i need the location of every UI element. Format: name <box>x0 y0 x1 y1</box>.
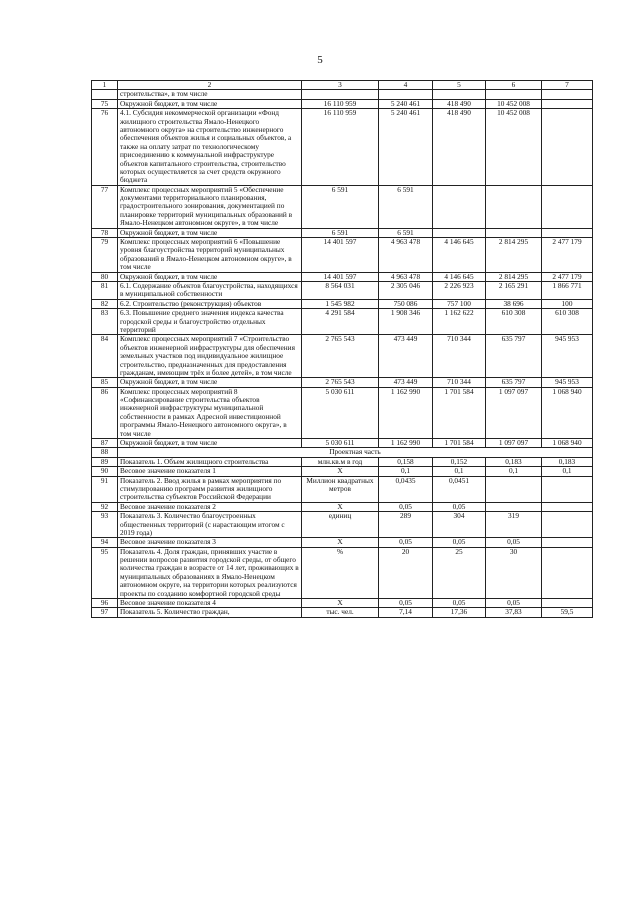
row-value: 945 953 <box>542 335 593 378</box>
row-value: 418 490 <box>433 99 486 108</box>
row-description: Весовое значение показателя 3 <box>118 538 302 547</box>
row-value: единиц <box>302 512 379 538</box>
row-value: 319 <box>486 512 542 538</box>
row-value: 10 452 008 <box>486 99 542 108</box>
row-value: 0,05 <box>379 538 433 547</box>
row-value <box>542 228 593 237</box>
row-value: 0,1 <box>542 467 593 476</box>
row-description: 6.1. Содержание объектов благоустройства, находящихся в муниципальной собственности <box>118 281 302 299</box>
row-value: 59,5 <box>542 608 593 617</box>
row-value: 0,1 <box>486 467 542 476</box>
row-value: 635 797 <box>486 335 542 378</box>
row-value: 2 477 179 <box>542 272 593 281</box>
row-value <box>542 599 593 608</box>
row-value: 1 068 940 <box>542 387 593 438</box>
budget-table <box>91 80 593 618</box>
row-value: 16 110 959 <box>302 99 379 108</box>
row-description: Комплекс процессных мероприятий 6 «Повышение уровня благоустройства территорий муниципальных образований в Ямало-Ненецком автономном округе», в том числе <box>118 238 302 273</box>
row-value: 8 564 031 <box>302 281 379 299</box>
row-number: 96 <box>92 599 118 608</box>
row-value: 6 591 <box>379 185 433 228</box>
row-value: 1 701 584 <box>433 387 486 438</box>
row-description: 6.3. Повышение среднего значения индекса качества городской среды и благоустройство отдельных территорий <box>118 309 302 335</box>
row-value: 0,0451 <box>433 476 486 502</box>
row-value: 14 401 597 <box>302 238 379 273</box>
row-value <box>433 185 486 228</box>
row-value: 2 765 543 <box>302 378 379 387</box>
row-value <box>486 476 542 502</box>
row-value: 0,158 <box>379 457 433 466</box>
row-description: Показатель 5. Количество граждан, <box>118 608 302 617</box>
row-value: 1 866 771 <box>542 281 593 299</box>
row-description: Весовое значение показателя 1 <box>118 467 302 476</box>
row-description: Окружной бюджет, в том числе <box>118 99 302 108</box>
row-value: 0,183 <box>486 457 542 466</box>
row-value: 6 591 <box>302 185 379 228</box>
row-value: 2 477 179 <box>542 238 593 273</box>
column-number-row <box>92 81 593 90</box>
row-value: 38 696 <box>486 299 542 308</box>
row-number: 97 <box>92 608 118 617</box>
row-value: 0,0435 <box>379 476 433 502</box>
row-value: 710 344 <box>433 378 486 387</box>
row-value: 4 146 645 <box>433 238 486 273</box>
row-value: 17,36 <box>433 608 486 617</box>
column-number: 2 <box>118 81 302 90</box>
row-value: 1 097 097 <box>486 439 542 448</box>
row-value: 25 <box>433 547 486 598</box>
row-value: 2 765 543 <box>302 335 379 378</box>
row-description: 4.1. Субсидия некоммерческой организации «Фонд жилищного строительства Ямало-Ненецкого автономного округа» на строительство инженерного обеспечения объектов жилья и социальных объектов, а также на оплату затрат по технологическому присоединению к коммунальной инфраструктуре объектов капитального строительства, строительство которых осуществляется за счет средств окружного бюджета <box>118 109 302 186</box>
column-number: 4 <box>379 81 433 90</box>
row-value: X <box>302 467 379 476</box>
table-row <box>92 608 593 617</box>
row-number: 77 <box>92 185 118 228</box>
row-value: 7,14 <box>379 608 433 617</box>
row-value: млн.кв.м в год <box>302 457 379 466</box>
row-value: 1 162 990 <box>379 439 433 448</box>
row-value: 14 401 597 <box>302 272 379 281</box>
row-value: 100 <box>542 299 593 308</box>
row-value: 2 814 295 <box>486 238 542 273</box>
row-value: 610 308 <box>486 309 542 335</box>
row-value: 2 814 295 <box>486 272 542 281</box>
row-value: 1 068 940 <box>542 439 593 448</box>
row-value: 0,183 <box>542 457 593 466</box>
row-value: 473 449 <box>379 335 433 378</box>
row-value: 0,1 <box>433 467 486 476</box>
row-value: 757 100 <box>433 299 486 308</box>
row-value: 5 030 611 <box>302 439 379 448</box>
row-value: 750 086 <box>379 299 433 308</box>
row-value <box>542 99 593 108</box>
row-number: 93 <box>92 512 118 538</box>
table-row <box>92 299 593 308</box>
row-value <box>542 476 593 502</box>
row-description: Окружной бюджет, в том числе <box>118 378 302 387</box>
table-row <box>92 228 593 237</box>
row-value: 5 030 611 <box>302 387 379 438</box>
row-value: 0,05 <box>433 599 486 608</box>
row-number: 80 <box>92 272 118 281</box>
row-number: 86 <box>92 387 118 438</box>
row-number: 83 <box>92 309 118 335</box>
table-row <box>92 109 593 186</box>
table-row <box>92 476 593 502</box>
column-number: 7 <box>542 81 593 90</box>
row-value <box>379 90 433 99</box>
row-description: Показатель 2. Ввод жилья в рамках мероприятия по стимулированию программ развития жилищного строительства субъектов Российской Федерации <box>118 476 302 502</box>
row-value: Миллион квадратных метров <box>302 476 379 502</box>
row-value: X <box>302 599 379 608</box>
row-value <box>542 538 593 547</box>
row-number: 89 <box>92 457 118 466</box>
table-row <box>92 512 593 538</box>
row-value: 0,05 <box>379 599 433 608</box>
row-value: 635 797 <box>486 378 542 387</box>
row-number: 84 <box>92 335 118 378</box>
row-value: 0,05 <box>433 538 486 547</box>
row-value: 2 226 923 <box>433 281 486 299</box>
row-description: Комплекс процессных мероприятий 8 «Софинансирование строительства объектов инженерной инфраструктуры муниципальной собственности в рамках Адресной инвестиционной программы Ямало-Ненецкого автономного округа», в том числе <box>118 387 302 438</box>
row-value: 1 908 346 <box>379 309 433 335</box>
column-number: 6 <box>486 81 542 90</box>
row-value: 0,05 <box>486 538 542 547</box>
row-description: Показатель 1. Объем жилищного строительства <box>118 457 302 466</box>
row-value: 0,152 <box>433 457 486 466</box>
page-number: 5 <box>317 54 323 66</box>
row-value: 710 344 <box>433 335 486 378</box>
row-number: 90 <box>92 467 118 476</box>
row-value <box>542 185 593 228</box>
table-row <box>92 378 593 387</box>
row-value: 1 545 982 <box>302 299 379 308</box>
row-number: 81 <box>92 281 118 299</box>
row-value: 610 308 <box>542 309 593 335</box>
row-value: 37,83 <box>486 608 542 617</box>
table-row <box>92 599 593 608</box>
row-number: 91 <box>92 476 118 502</box>
table-row <box>92 281 593 299</box>
row-value: 5 240 461 <box>379 99 433 108</box>
row-number: 95 <box>92 547 118 598</box>
row-value: 1 097 097 <box>486 387 542 438</box>
row-value: % <box>302 547 379 598</box>
row-value: 473 449 <box>379 378 433 387</box>
row-value: 6 591 <box>302 228 379 237</box>
row-value: 304 <box>433 512 486 538</box>
column-number: 3 <box>302 81 379 90</box>
table-row <box>92 335 593 378</box>
table-row <box>92 387 593 438</box>
table-row <box>92 448 593 457</box>
table-row <box>92 538 593 547</box>
row-value: 16 110 959 <box>302 109 379 186</box>
row-number: 92 <box>92 502 118 511</box>
table-row <box>92 99 593 108</box>
row-value: 0,1 <box>379 467 433 476</box>
row-value: X <box>302 538 379 547</box>
table-body <box>92 81 593 618</box>
row-value: 1 162 990 <box>379 387 433 438</box>
column-number: 5 <box>433 81 486 90</box>
row-value: 4 146 645 <box>433 272 486 281</box>
row-value: 0,05 <box>379 502 433 511</box>
table-row <box>92 185 593 228</box>
table-row <box>92 457 593 466</box>
row-description: Комплекс процессных мероприятий 7 «Строительство объектов инженерной инфраструктуры для обеспечения земельных участков под индивидуальное жилищное строительство, предназначенных для предоставления гражданам, имеющим трёх и более детей», в том числе <box>118 335 302 378</box>
row-value: X <box>302 502 379 511</box>
row-value <box>486 502 542 511</box>
row-description: Окружной бюджет, в том числе <box>118 272 302 281</box>
row-description: Показатель 4. Доля граждан, принявших участие в решении вопросов развития городской среды, от общего количества граждан в возрасте от 14 лет, проживающих в муниципальных образованиях в Ямало-Ненецком автономном округе, на территории которых реализуются проекты по созданию комфортной городской среды <box>118 547 302 598</box>
table-row <box>92 309 593 335</box>
row-description: Окружной бюджет, в том числе <box>118 228 302 237</box>
row-value <box>542 512 593 538</box>
table-row <box>92 547 593 598</box>
row-value: 2 165 291 <box>486 281 542 299</box>
table-row <box>92 467 593 476</box>
row-number <box>92 90 118 99</box>
row-description: Весовое значение показателя 4 <box>118 599 302 608</box>
row-description: Комплекс процессных мероприятий 5 «Обеспечение документами территориального планирования, градостроительного зонирования, документацией по планировке территорий муниципальных образований в Ямало-Ненецком автономном округе», в том числе <box>118 185 302 228</box>
row-value: 4 963 478 <box>379 272 433 281</box>
table-row <box>92 272 593 281</box>
row-value: 6 591 <box>379 228 433 237</box>
row-number: 88 <box>92 448 118 457</box>
row-value <box>433 228 486 237</box>
row-number: 78 <box>92 228 118 237</box>
row-value <box>542 547 593 598</box>
row-value: 1 701 584 <box>433 439 486 448</box>
row-value <box>302 90 379 99</box>
row-value: 4 963 478 <box>379 238 433 273</box>
row-number: 87 <box>92 439 118 448</box>
column-number: 1 <box>92 81 118 90</box>
row-number: 94 <box>92 538 118 547</box>
table-row <box>92 439 593 448</box>
row-value: тыс. чел. <box>302 608 379 617</box>
row-value: 4 291 584 <box>302 309 379 335</box>
row-number: 75 <box>92 99 118 108</box>
section-heading: Проектная часть <box>118 448 593 457</box>
row-value <box>433 90 486 99</box>
row-number: 82 <box>92 299 118 308</box>
row-value: 30 <box>486 547 542 598</box>
row-value <box>542 90 593 99</box>
row-value: 289 <box>379 512 433 538</box>
row-value <box>542 502 593 511</box>
row-number: 85 <box>92 378 118 387</box>
row-value: 2 305 046 <box>379 281 433 299</box>
row-value: 10 452 008 <box>486 109 542 186</box>
table-row <box>92 90 593 99</box>
row-number: 76 <box>92 109 118 186</box>
table-row <box>92 238 593 273</box>
row-description: Весовое значение показателя 2 <box>118 502 302 511</box>
row-description: 6.2. Строительство (реконструкция) объектов <box>118 299 302 308</box>
row-value: 20 <box>379 547 433 598</box>
row-value: 945 953 <box>542 378 593 387</box>
row-value: 0,05 <box>486 599 542 608</box>
row-value <box>542 109 593 186</box>
row-value <box>486 90 542 99</box>
row-value <box>486 228 542 237</box>
row-description: строительства», в том числе <box>118 90 302 99</box>
table-row <box>92 502 593 511</box>
row-value: 0,05 <box>433 502 486 511</box>
row-value: 1 162 622 <box>433 309 486 335</box>
row-value <box>486 185 542 228</box>
row-value: 418 490 <box>433 109 486 186</box>
row-value: 5 240 461 <box>379 109 433 186</box>
row-number: 79 <box>92 238 118 273</box>
row-description: Показатель 3. Количество благоустроенных общественных территорий (с нарастающим итогом с 2019 года) <box>118 512 302 538</box>
row-description: Окружной бюджет, в том числе <box>118 439 302 448</box>
